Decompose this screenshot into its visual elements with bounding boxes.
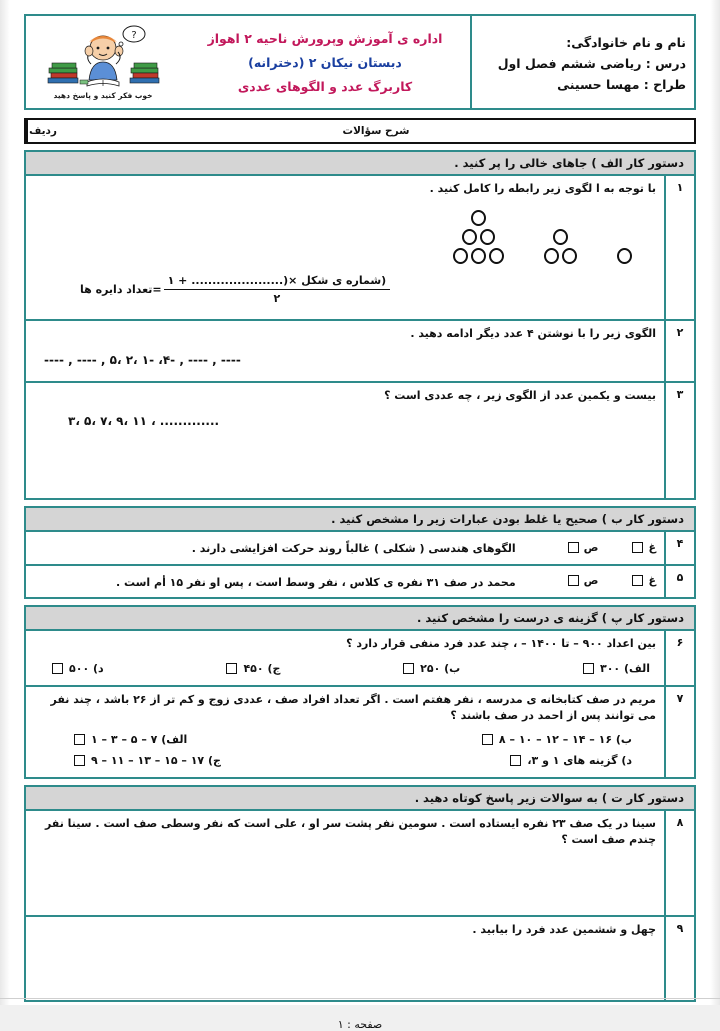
section-header-pe: دستور کار پ ) گزینه ی درست را مشخص کنید .	[24, 605, 696, 631]
choice-label: ب) ۲۵۰	[420, 661, 461, 675]
choice-dal[interactable]	[52, 662, 104, 675]
table-row	[26, 321, 694, 383]
checkbox-icon[interactable]	[583, 663, 594, 674]
answer-space[interactable]	[34, 436, 656, 492]
question-text: با توجه به ا لگوی زیر رابطه را کامل کنید .	[429, 182, 656, 195]
page-footer	[24, 1002, 696, 1031]
table-row	[26, 687, 694, 777]
true-false-statement	[34, 537, 516, 558]
section-alef-questions	[24, 176, 696, 500]
option-label: غ	[648, 540, 656, 554]
question-number: ۶	[664, 631, 694, 685]
true-false-options	[516, 541, 656, 554]
question-sequence: ---- , ---- , ۵، ۲، ۱- ،۴- , ---- , ----	[44, 352, 241, 367]
choice-be[interactable]	[403, 662, 460, 675]
choice-label: الف) ۷ – ۵ – ۳ – ۱	[91, 732, 188, 746]
choice-alef[interactable]	[583, 662, 650, 675]
choice-row	[74, 754, 632, 767]
checkbox-icon[interactable]	[568, 575, 579, 586]
question-number: ۷	[664, 687, 694, 777]
formula-equals-label: =تعداد دایره ها	[80, 282, 162, 296]
true-false-row	[34, 537, 656, 558]
choice-be[interactable]	[482, 733, 632, 746]
question-body	[26, 176, 664, 319]
option-label: ص	[583, 574, 599, 588]
checkbox-icon[interactable]	[74, 734, 85, 745]
formula-fraction	[164, 274, 391, 306]
table-row	[26, 176, 694, 321]
section-header-be: دستور کار ب ) صحیح یا غلط بودن عبارات زیر را مشخص کنید .	[24, 506, 696, 532]
choice-label: د) ۵۰۰	[69, 661, 104, 675]
question-sequence: ۳، ۵، ۷، ۹، ۱۱ ، .............	[68, 414, 220, 428]
table-row	[26, 566, 694, 598]
subject-label: درس : ریاضی ششم فصل اول	[497, 55, 686, 71]
formula-numerator: (شماره ی شکل ×(...................... + ۱	[167, 273, 387, 287]
checkbox-icon[interactable]	[632, 542, 643, 553]
option-label: ص	[583, 540, 599, 554]
option-ghalat[interactable]	[632, 574, 656, 587]
pattern-circle	[553, 229, 568, 245]
circle-pattern-figure	[34, 198, 656, 268]
question-number: ۴	[664, 532, 694, 564]
pattern-row	[617, 248, 632, 264]
page-right-edge	[710, 0, 720, 1005]
choice-row	[74, 733, 632, 746]
pattern-row	[453, 248, 504, 264]
true-false-options	[516, 574, 656, 587]
option-sahih[interactable]	[568, 574, 599, 587]
page-left-edge	[0, 0, 10, 1005]
pattern-row	[471, 210, 486, 226]
true-false-row	[34, 571, 656, 592]
pattern-circle	[562, 248, 577, 264]
question-text: محمد در صف ۳۱ نفره ی کلاس ، نفر وسط است ، پس او نفر ۱۵ أم است .	[115, 575, 516, 589]
bottom-divider	[0, 998, 720, 999]
checkbox-icon[interactable]	[74, 755, 85, 766]
checkbox-icon[interactable]	[510, 755, 521, 766]
questions-table	[24, 118, 696, 1002]
option-label: غ	[648, 574, 656, 588]
illustration-caption: خوب فکر کنید و پاسخ دهید	[53, 91, 153, 100]
question-body	[26, 383, 664, 499]
question-text: چهل و ششمین عدد فرد را بیابید .	[472, 922, 656, 936]
question-text: الگوی زیر را با نوشتن ۴ عدد دیگر ادامه دهید .	[410, 327, 656, 340]
table-row	[26, 532, 694, 566]
question-text: بیست و یکمین عدد از الگوی زیر ، چه عددی است ؟	[384, 388, 656, 402]
table-column-header	[24, 118, 696, 144]
svg-text:?: ?	[131, 30, 137, 41]
table-row	[26, 917, 694, 1001]
question-text: الگوهای هندسی ( شکلی ) غالباً روند حرکت افزایشی دارند .	[191, 542, 516, 555]
pattern-circle	[617, 248, 632, 264]
pattern-circle	[480, 229, 495, 245]
checkbox-icon[interactable]	[632, 575, 643, 586]
checkbox-icon[interactable]	[226, 663, 237, 674]
question-number: ۲	[664, 321, 694, 381]
pattern-circle	[544, 248, 559, 264]
pattern-circle	[471, 210, 486, 226]
section-header-alef: دستور کار الف ) جاهای خالی را پر کنید .	[24, 150, 696, 176]
answer-space[interactable]	[34, 849, 656, 909]
formula-denominator: ۲	[273, 292, 281, 305]
section-header-te: دستور کار ت ) به سوالات زیر پاسخ کوتاه دهید .	[24, 785, 696, 811]
pattern-row	[553, 229, 568, 245]
student-name-label: نام و نام خانوادگی:	[566, 34, 686, 50]
multiple-choice-grid	[34, 725, 656, 771]
multiple-choice-options	[34, 653, 656, 679]
page-number-label: صفحه : ۱	[337, 1018, 383, 1031]
table-row	[26, 631, 694, 687]
choice-label: ج) ۱۷ – ۱۵ – ۱۳ – ۱۱ – ۹	[91, 753, 221, 767]
pattern-circle	[462, 229, 477, 245]
question-body	[26, 687, 664, 777]
question-body	[26, 811, 664, 915]
checkbox-icon[interactable]	[403, 663, 414, 674]
question-body	[26, 321, 664, 381]
checkbox-icon[interactable]	[568, 542, 579, 553]
question-body	[26, 631, 664, 685]
choice-label: د) گزینه های ۱ و ۳،	[527, 753, 632, 767]
question-number: ۵	[664, 566, 694, 598]
school-line: دبستان نیکان ۲ (دخترانه)	[248, 54, 402, 70]
choice-label: ج) ۴۵۰	[243, 661, 281, 675]
thinking-student-illustration	[39, 24, 167, 90]
organization-line: اداره ی آموزش وپرورش ناحیه ۲ اهواز	[207, 30, 443, 46]
question-text: سینا در یک صف ۲۳ نفره ایستاده است . سومین نفر پشت سر او ، علی است که نفر وسطی صف است . سینا نفر چندم صف است ؟	[44, 816, 656, 846]
pattern-formula	[34, 268, 656, 314]
choice-dal[interactable]	[510, 754, 632, 767]
option-ghalat[interactable]	[632, 541, 656, 554]
pattern-circle	[453, 248, 468, 264]
question-text: بین اعداد ۹۰۰ – تا ۱۴۰۰ – ، چند عدد فرد منفی قرار دارد ؟	[346, 637, 656, 650]
header-organization-info	[180, 16, 470, 108]
checkbox-icon[interactable]	[482, 734, 493, 745]
worksheet-title-line: کاربرگ عدد و الگوهای عددی	[237, 78, 413, 94]
choice-alef[interactable]	[74, 733, 187, 746]
question-number: ۳	[664, 383, 694, 499]
pattern-figure-1	[617, 248, 632, 264]
question-body	[26, 566, 664, 598]
choice-jim[interactable]	[226, 662, 280, 675]
table-row	[26, 383, 694, 499]
question-body	[26, 532, 664, 564]
pattern-circle	[471, 248, 486, 264]
pattern-row	[462, 229, 495, 245]
section-te-questions	[24, 811, 696, 1003]
column-header-number: ردیف	[26, 120, 58, 142]
section-be-questions	[24, 532, 696, 599]
question-body	[26, 917, 664, 1001]
checkbox-icon[interactable]	[52, 663, 63, 674]
question-number: ۹	[664, 917, 694, 1001]
designer-label: طراح : مهسا حسینی	[557, 76, 686, 92]
choice-label: ب) ۱۶ – ۱۴ – ۱۲ – ۱۰ – ۸	[498, 732, 632, 746]
document-header	[24, 14, 696, 110]
answer-space[interactable]	[34, 938, 656, 994]
option-sahih[interactable]	[568, 541, 599, 554]
header-illustration-block	[26, 16, 180, 108]
question-number: ۸	[664, 811, 694, 915]
pattern-figure-3	[453, 210, 504, 264]
header-student-info	[470, 16, 694, 108]
choice-jim[interactable]	[74, 754, 221, 767]
section-pe-questions	[24, 631, 696, 779]
true-false-statement	[34, 571, 516, 592]
question-text: مریم در صف کتابخانه ی مدرسه ، نفر هفتم است . اگر تعداد افراد صف ، عددی زوج و کم تر از ۲۶ باشد ، چند نفر می توانند پس از احمد در صف باشند ؟	[50, 692, 656, 722]
choice-label: الف) ۳۰۰	[599, 661, 650, 675]
question-number: ۱	[664, 176, 694, 319]
column-header-description: شرح سؤالات	[342, 125, 410, 137]
pattern-row	[544, 248, 577, 264]
table-row	[26, 811, 694, 917]
pattern-circle	[489, 248, 504, 264]
pattern-figure-2	[544, 229, 577, 264]
